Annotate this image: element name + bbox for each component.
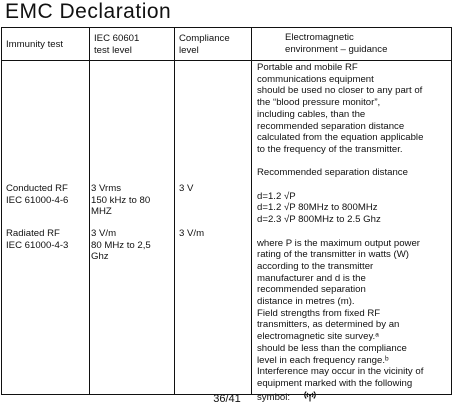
row-conducted-rf-compliance: 3 V: [179, 183, 194, 194]
header-divider: [2, 60, 451, 61]
header-environment-guidance: Electromagnetic environment – guidance: [285, 32, 388, 55]
header-compliance-level: Compliance level: [179, 33, 230, 56]
column-divider-2: [174, 28, 175, 394]
header-iec-test-level: IEC 60601 test level: [94, 33, 140, 56]
symbol-label: symbol:: [257, 391, 291, 403]
guidance-intro: Portable and mobile RF communications equipment should be used no closer to any part of the “blood pressure monitor”, including cables, than the recommended separation distance calculated from the equation applicable to the frequency of the transmitter.: [257, 62, 424, 155]
guidance-where: where P is the maximum output power rating of the transmitter in watts (W) according to the transmitter manufacturer and d is the recommended separation distance in metres (m). Field strengths from fixed RF transmitters, as determined by an electromagnetic site survey.ᵃ should be less than the compliance level in each frequency range.ᵇ Interference may occur in the vicinity of equipment marked with the following: [257, 237, 424, 389]
page-title: EMC Declaration: [5, 0, 172, 23]
separation-distance-heading: Recommended separation distance: [257, 167, 408, 179]
guidance-text: [257, 62, 423, 405]
column-divider-1: [89, 28, 90, 394]
column-divider-3: [251, 28, 252, 394]
row-radiated-rf-compliance: 3 V/m: [179, 228, 205, 239]
row-conducted-rf-level: 3 Vrms 150 kHz to 80 MHZ: [91, 183, 151, 218]
row-radiated-rf-level: 3 V/m 80 MHz to 2,5 Ghz: [91, 228, 151, 263]
row-radiated-rf-test: Radiated RF IEC 61000-4-3: [6, 228, 69, 251]
header-immunity-test: Immunity test: [6, 39, 64, 50]
page-number: 36/41: [213, 393, 241, 405]
separation-formulas: d=1.2 √P d=1.2 √P 80MHz to 800MHz d=2.3 √P 800MHz to 2.5 Ghz: [257, 190, 381, 226]
row-conducted-rf-test: Conducted RF IEC 61000-4-6: [6, 183, 69, 206]
